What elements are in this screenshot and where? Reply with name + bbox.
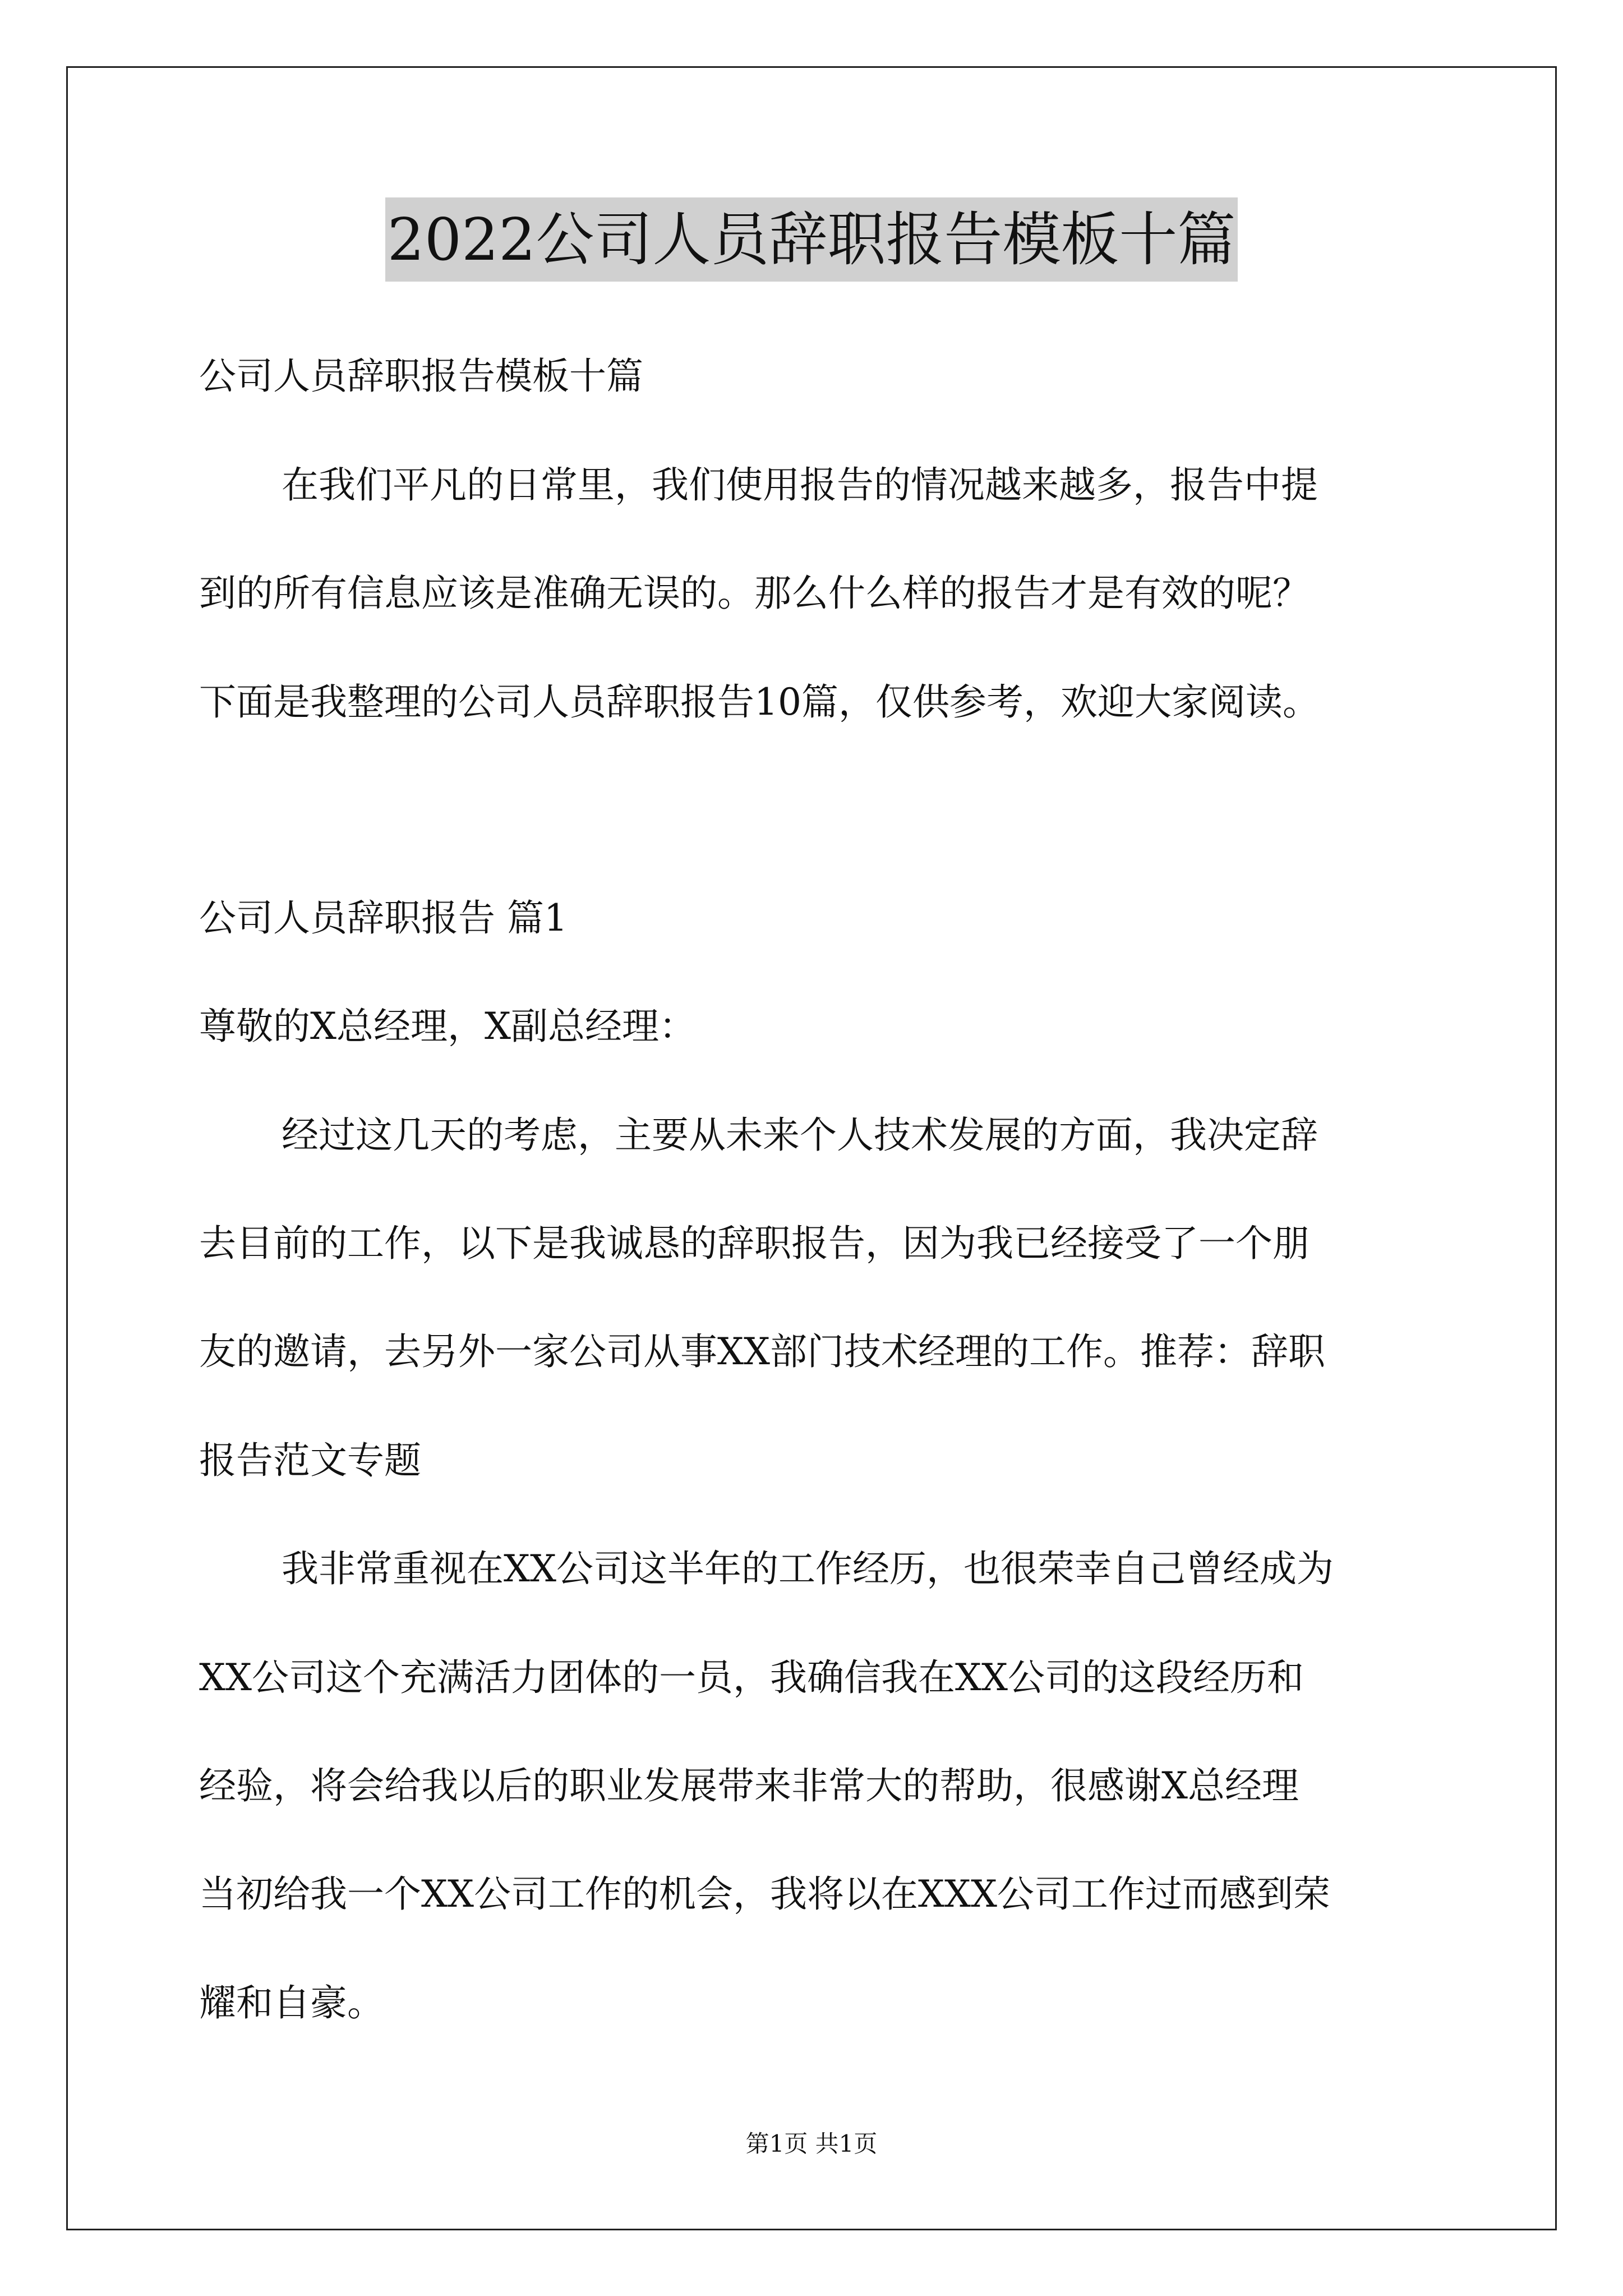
paragraph1-line-1: 经过这几天的考虑，主要从未来个人技术发展的方面，我决定辞 — [282, 1114, 1318, 1157]
paragraph2-line-4: 当初给我一个XX公司工作的机会，我将以在XXX公司工作过而感到荣 — [199, 1872, 1330, 1916]
paragraph2-line-3: 经验，将会给我以后的职业发展带来非常大的帮助，很感谢X总经理 — [199, 1764, 1299, 1807]
page-footer: 第1页 共1页 — [745, 2130, 878, 2157]
document-subtitle: 公司人员辞职报告模板十篇 — [199, 355, 643, 398]
paragraph2-line-1: 我非常重视在XX公司这半年的工作经历，也很荣幸自己曾经成为 — [282, 1547, 1334, 1590]
paragraph1-line-4: 报告范文专题 — [199, 1439, 421, 1482]
document-title: 2022公司人员辞职报告模板十篇 — [385, 197, 1238, 282]
paragraph2-line-2: XX公司这个充满活力团体的一员，我确信我在XX公司的这段经历和 — [199, 1656, 1304, 1699]
intro-line-1: 在我们平凡的日常里，我们使用报告的情况越来越多，报告中提 — [282, 463, 1318, 507]
section-heading: 公司人员辞职报告 篇1 — [199, 896, 568, 940]
salutation: 尊敬的X总经理，X副总经理： — [199, 1005, 696, 1048]
paragraph1-line-3: 友的邀请，去另外一家公司从事XX部门技术经理的工作。推荐：辞职 — [199, 1330, 1325, 1373]
title-container — [0, 197, 1623, 282]
intro-line-3: 下面是我整理的公司人员辞职报告10篇，仅供参考，欢迎大家阅读。 — [199, 680, 1320, 724]
paragraph1-line-2: 去目前的工作，以下是我诚恳的辞职报告，因为我已经接受了一个朋 — [199, 1222, 1310, 1265]
paragraph2-line-5: 耀和自豪。 — [199, 1981, 384, 2024]
intro-line-2: 到的所有信息应该是准确无误的。那么什么样的报告才是有效的呢？ — [199, 572, 1310, 615]
